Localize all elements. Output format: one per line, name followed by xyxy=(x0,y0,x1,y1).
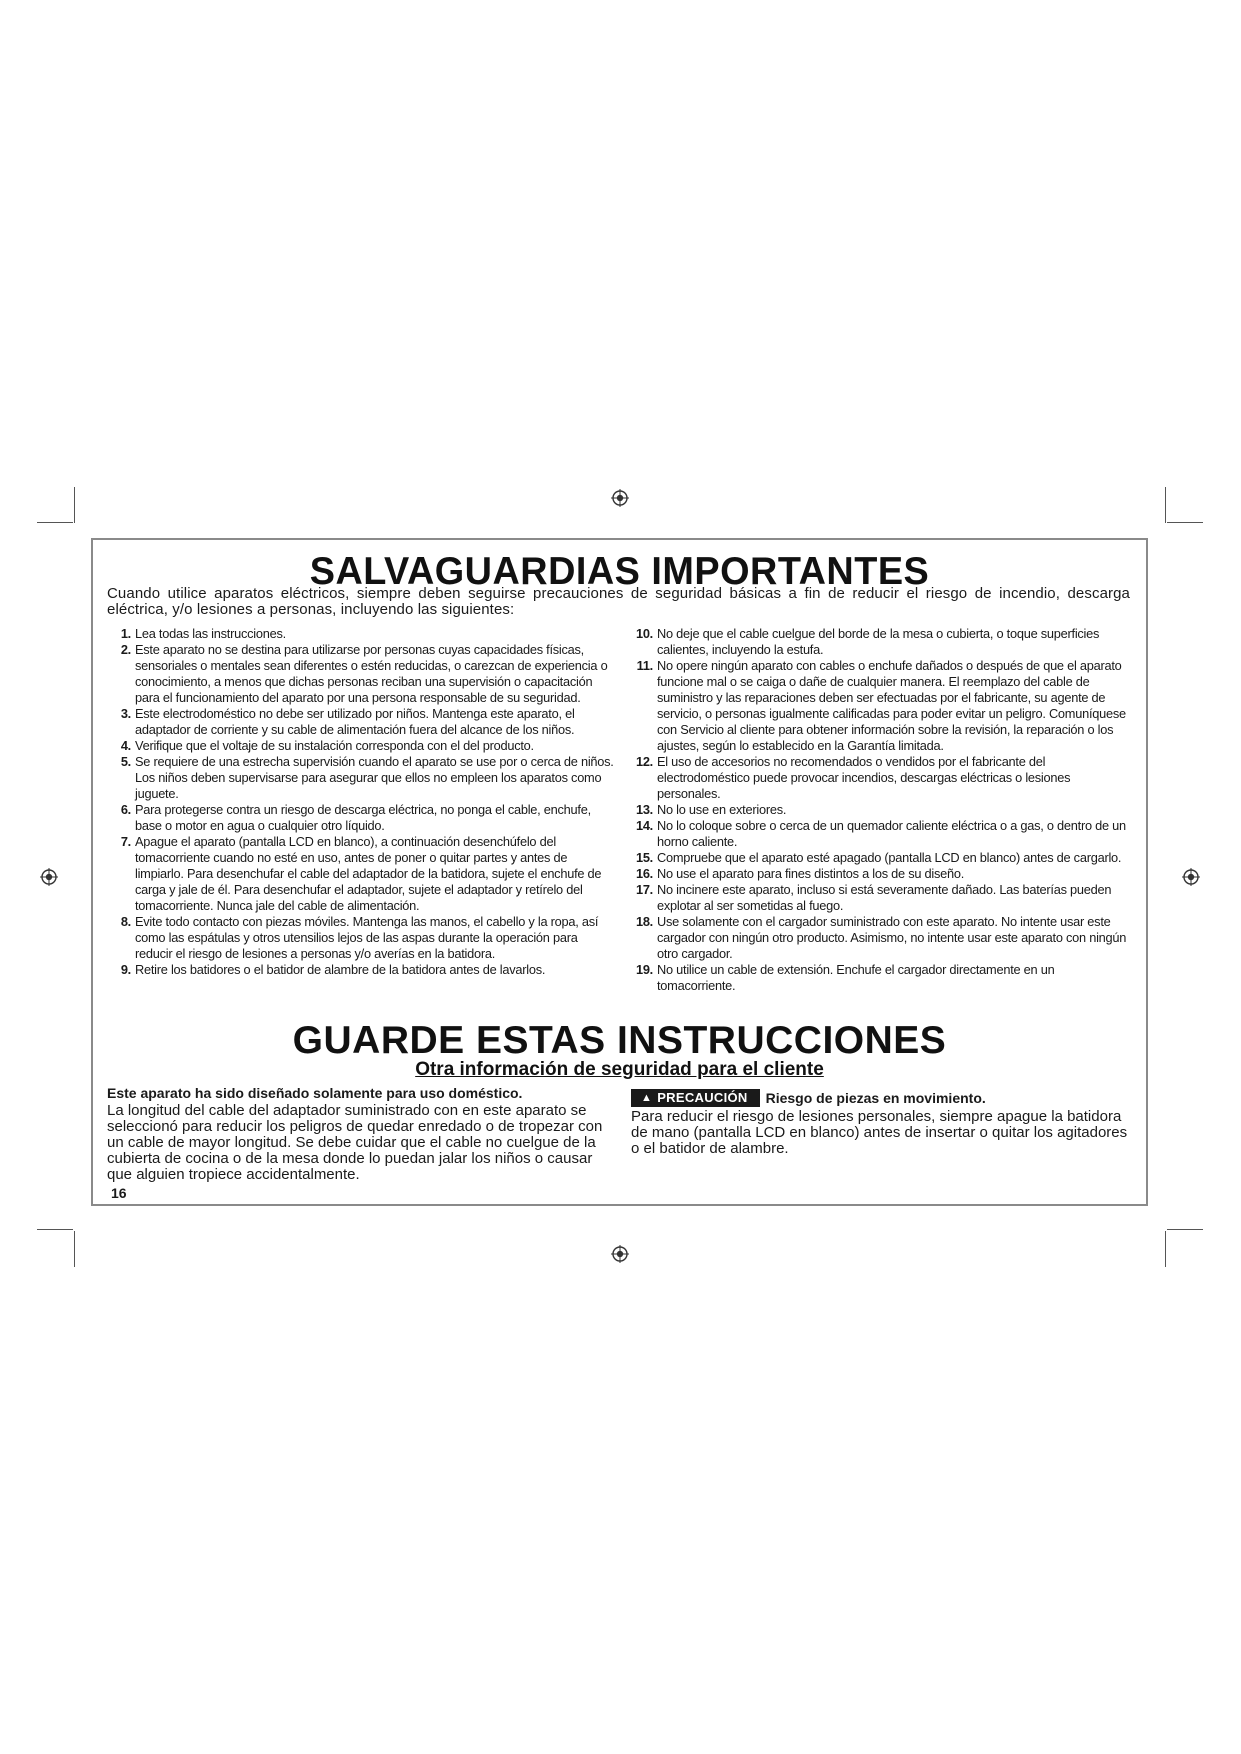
item-number: 9. xyxy=(120,962,131,977)
item-number: 2. xyxy=(120,642,131,657)
left-instruction-list xyxy=(115,626,615,978)
list-item xyxy=(633,962,1133,994)
item-text: No deje que el cable cuelgue del borde de la mesa o cubierta, o toque superficies calientes, incluyendo la estufa. xyxy=(657,626,1100,657)
item-number: 10. xyxy=(635,626,653,641)
item-number: 11. xyxy=(636,658,653,673)
item-number: 17. xyxy=(635,882,653,897)
list-item xyxy=(115,626,615,642)
item-text: Evite todo contacto con piezas móviles. Mantenga las manos, el cabello y la ropa, así como las espátulas y otros utensilios lejos de las aspas durante la operación para reducir el riesgo de lesiones a personas y/o averías en la batidora. xyxy=(135,914,599,961)
item-text: No incinere este aparato, incluso si está severamente dañado. Las baterías pueden explotar al ser sometidas al fuego. xyxy=(657,882,1112,913)
item-number: 5. xyxy=(120,754,131,769)
caution-section xyxy=(631,1089,1131,1157)
item-number: 1. xyxy=(120,626,131,641)
item-number: 18. xyxy=(635,914,653,929)
item-text: No use el aparato para fines distintos a los de su diseño. xyxy=(657,866,965,881)
right-instruction-list xyxy=(633,626,1133,994)
item-text: Lea todas las instrucciones. xyxy=(135,626,286,641)
registration-mark-icon xyxy=(611,489,629,507)
item-number: 3. xyxy=(120,706,131,721)
item-number: 4. xyxy=(120,738,131,753)
item-text: Verifique que el voltaje de su instalación corresponda con el del producto. xyxy=(135,738,534,753)
item-text: Para protegerse contra un riesgo de descarga eléctrica, no ponga el cable, enchufe, base o motor en agua o cualquier otro líquido. xyxy=(135,802,591,833)
registration-mark-icon xyxy=(40,868,58,886)
list-item xyxy=(115,962,615,978)
caution-badge xyxy=(631,1089,760,1107)
item-number: 15. xyxy=(635,850,653,865)
list-item xyxy=(633,802,1133,818)
page-title: SALVAGUARDIAS IMPORTANTES xyxy=(309,550,930,593)
list-item xyxy=(633,882,1133,914)
item-number: 14. xyxy=(635,818,653,833)
list-item xyxy=(115,834,615,914)
crop-mark xyxy=(1167,1229,1203,1230)
list-item xyxy=(633,850,1133,866)
domestic-use-text: La longitud del cable del adaptador suministrado con en este aparato se seleccionó para reducir los peligros de quedar enredado o de tropezar con un cable de mayor longitud. Se debe cuidar que el cable no cuelgue de la cubierta de cocina o de la mesa donde lo puedan jalar los niños o causar que alguien tropiece accidentalmente. xyxy=(107,1102,603,1183)
list-item xyxy=(633,754,1133,802)
caution-text: Para reducir el riesgo de lesiones personales, siempre apague la batidora de mano (pantalla LCD en blanco) antes de insertar o quitar los agitadores o el batidor de alambre. xyxy=(631,1108,1128,1157)
item-text: No opere ningún aparato con cables o enchufe dañados o después de que el aparato funcione mal o se caiga o dañe de cualquier manera. El reemplazo del cable de suministro y las reparaciones deben ser efectuadas por el fabricante, su agente de servicio, o personas igualmente calificadas para poder evitar un peligro. Comuníquese con Servicio al cliente para obtener información sobre la revisión, la reparación o los ajustes, según lo establecido en la Garantía limitada. xyxy=(657,658,1126,753)
item-number: 12. xyxy=(635,754,653,769)
crop-mark xyxy=(1165,1231,1166,1267)
list-item xyxy=(115,738,615,754)
list-item xyxy=(633,626,1133,658)
intro-paragraph: Cuando utilice aparatos eléctricos, siempre deben seguirse precauciones de seguridad básicas a fin de reducir el riesgo de incendio, descarga eléctrica, y/o lesiones a personas, incluyendo las siguientes: xyxy=(107,585,1130,618)
list-item xyxy=(115,642,615,706)
item-number: 16. xyxy=(635,866,653,881)
crop-mark xyxy=(74,1231,75,1267)
safeguards-panel xyxy=(91,538,1148,1206)
item-text: Apague el aparato (pantalla LCD en blanco), a continuación desenchúfelo del tomacorriente cuando no esté en uso, antes de poner o quitar partes y antes de limpiarlo. Para desenchufar el cable del adaptador de la batidora, sujete el enchufe de carga y jale de él. Para desenchufar el adaptador, sujete el adaptador y retírelo del tomacorriente. Nunca jale del cable de alimentación. xyxy=(135,834,602,913)
warning-triangle-icon: ▲ xyxy=(641,1092,653,1104)
caution-heading: Riesgo de piezas en movimiento. xyxy=(765,1090,986,1106)
list-item xyxy=(633,818,1133,850)
item-number: 7. xyxy=(120,834,131,849)
save-instructions-heading: GUARDE ESTAS INSTRUCCIONES xyxy=(292,1019,947,1062)
list-item xyxy=(115,802,615,834)
item-number: 19. xyxy=(635,962,653,977)
list-item xyxy=(115,754,615,802)
domestic-use-section xyxy=(107,1085,607,1183)
customer-safety-subtitle: Otra información de seguridad para el cliente xyxy=(415,1059,824,1080)
crop-mark xyxy=(1167,522,1203,523)
item-text: Este aparato no se destina para utilizarse por personas cuyas capacidades físicas, sensoriales o mentales sean diferentes o estén reducidas, o carezcan de experiencia o conocimiento, a menos que dichas personas reciban una supervisión o capacitación para el funcionamiento del aparato por una persona responsable de su seguridad. xyxy=(135,642,608,705)
crop-mark xyxy=(37,1229,73,1230)
item-text: Use solamente con el cargador suministrado con este aparato. No intente usar este cargador con ningún otro producto. Asimismo, no intente usar este aparato con ningún otro cargador. xyxy=(657,914,1127,961)
list-item xyxy=(633,658,1133,754)
caution-row xyxy=(631,1089,1131,1107)
item-text: No utilice un cable de extensión. Enchufe el cargador directamente en un tomacorriente. xyxy=(657,962,1055,993)
domestic-use-heading: Este aparato ha sido diseñado solamente para uso doméstico. xyxy=(107,1085,523,1101)
crop-mark xyxy=(74,487,75,523)
item-text: El uso de accesorios no recomendados o vendidos por el fabricante del electrodoméstico puede provocar incendios, descargas eléctricas o lesiones personales. xyxy=(657,754,1071,801)
item-text: Compruebe que el aparato esté apagado (pantalla LCD en blanco) antes de cargarlo. xyxy=(657,850,1122,865)
item-text: No lo coloque sobre o cerca de un quemador caliente eléctrica o a gas, o dentro de un horno caliente. xyxy=(657,818,1126,849)
list-item xyxy=(633,914,1133,962)
item-text: Este electrodoméstico no debe ser utilizado por niños. Mantenga este aparato, el adaptador de corriente y su cable de alimentación fuera del alcance de los niños. xyxy=(135,706,575,737)
page-number: 16 xyxy=(111,1185,127,1201)
item-text: Se requiere de una estrecha supervisión cuando el aparato se use por o cerca de niños. Los niños deben supervisarse para asegurar que ellos no empleen los aparatos como juguete. xyxy=(135,754,614,801)
crop-mark xyxy=(37,522,73,523)
list-item xyxy=(633,866,1133,882)
item-number: 6. xyxy=(120,802,131,817)
list-item xyxy=(115,706,615,738)
item-number: 8. xyxy=(120,914,131,929)
item-text: Retire los batidores o el batidor de alambre de la batidora antes de lavarlos. xyxy=(135,962,546,977)
item-text: No lo use en exteriores. xyxy=(657,802,787,817)
caution-label: PRECAUCIÓN xyxy=(657,1090,748,1105)
registration-mark-icon xyxy=(1182,868,1200,886)
item-number: 13. xyxy=(635,802,653,817)
crop-mark xyxy=(1165,487,1166,523)
list-item xyxy=(115,914,615,962)
registration-mark-icon xyxy=(611,1245,629,1263)
